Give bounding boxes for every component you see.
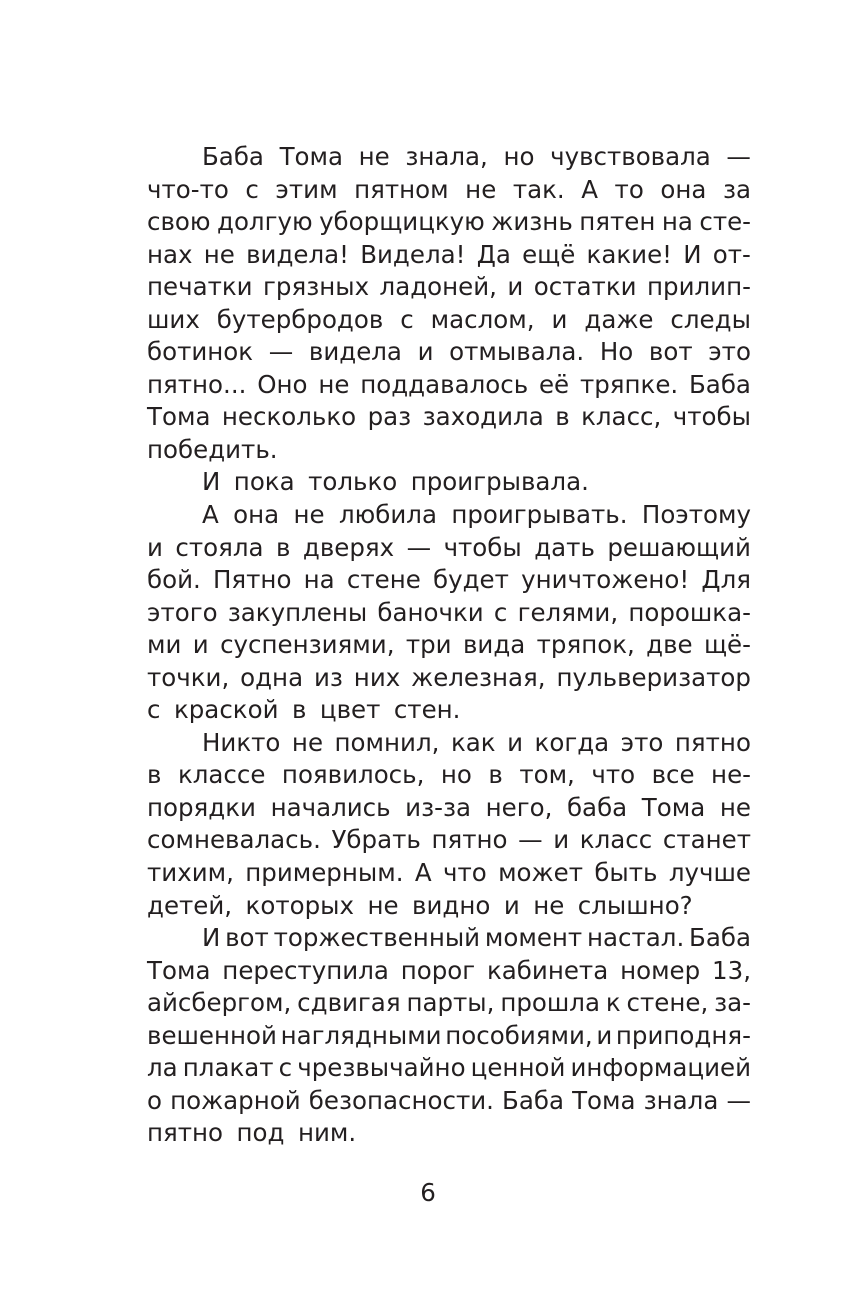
word: грязных	[263, 272, 370, 302]
word: и	[147, 532, 163, 562]
word: кабинета	[486, 955, 609, 985]
word: о	[147, 1085, 162, 1115]
word: Видела!	[360, 239, 466, 269]
text-line	[147, 792, 751, 825]
word: и	[417, 337, 434, 367]
word: не	[358, 142, 390, 171]
word: Тома	[147, 402, 211, 432]
body-text	[147, 141, 751, 1150]
word: победить.	[147, 434, 278, 464]
word: что	[442, 858, 487, 888]
word: вида	[462, 630, 526, 660]
word: чрезвычайно	[297, 1053, 466, 1083]
word: баночки	[377, 597, 484, 627]
word: Баба	[689, 923, 751, 953]
word: видно	[412, 890, 491, 920]
word: и	[507, 272, 524, 302]
word: Баба	[502, 1085, 564, 1115]
word: пятно	[147, 1118, 224, 1148]
word: не	[318, 369, 350, 399]
word: плакат	[182, 1053, 274, 1083]
text-line	[147, 759, 751, 792]
word: не	[291, 727, 324, 757]
word: прошла	[500, 988, 600, 1018]
word: порядки	[147, 792, 256, 822]
word: —	[406, 532, 432, 562]
word: пятно	[674, 727, 751, 757]
word: сте-	[699, 207, 751, 237]
word: на	[661, 207, 693, 237]
word: с	[493, 597, 508, 627]
word: отмывала.	[449, 337, 585, 367]
word: несколько	[221, 402, 357, 432]
text-line	[147, 597, 751, 630]
word: раз	[367, 402, 412, 432]
word: знала,	[405, 142, 488, 171]
word: будет	[432, 565, 509, 595]
word: за	[722, 174, 751, 204]
word: этого	[147, 597, 218, 627]
word: слышно?	[577, 890, 693, 920]
text-line	[147, 694, 751, 727]
text-line	[147, 532, 751, 565]
word: Для	[701, 565, 751, 595]
word: Тома	[572, 1085, 636, 1115]
word: в	[555, 402, 570, 432]
paragraph	[147, 141, 751, 466]
word: и	[507, 727, 524, 757]
word: пожарной	[170, 1085, 301, 1115]
word: приподня-	[615, 1020, 751, 1050]
word: Поэтому	[641, 500, 751, 530]
word: суспензиями,	[220, 630, 395, 660]
word: печатки	[147, 272, 253, 302]
word: прилип-	[647, 272, 751, 302]
word: с	[147, 695, 161, 725]
word: остатки	[533, 272, 637, 302]
word: ценной	[470, 1053, 566, 1083]
word: —	[518, 825, 543, 855]
word: и	[192, 630, 209, 660]
word: номер	[620, 955, 701, 985]
word: с	[245, 174, 259, 204]
word: тихим,	[147, 858, 234, 888]
word: уничтожено!	[521, 565, 690, 595]
word: настал.	[587, 923, 685, 953]
word: и	[503, 890, 520, 920]
text-line	[147, 727, 751, 760]
text-line	[147, 401, 751, 434]
word: не	[719, 792, 751, 822]
word: это	[708, 337, 751, 367]
word: баба	[566, 792, 628, 822]
word: классе	[177, 760, 266, 790]
word: две	[646, 630, 693, 660]
word: стене,	[626, 988, 709, 1018]
word: ших	[147, 304, 200, 334]
word: пособиями,	[445, 1020, 593, 1050]
word: бой.	[147, 565, 201, 595]
word: стене	[346, 565, 421, 595]
word: не	[293, 500, 325, 530]
word: гелями,	[517, 597, 619, 627]
text-line	[147, 1085, 751, 1118]
word: появилось,	[281, 760, 425, 790]
word: когда	[534, 727, 610, 757]
word: станет	[662, 825, 751, 855]
word: в	[147, 760, 162, 790]
word: только	[308, 467, 398, 497]
word: детей,	[147, 890, 233, 920]
word: от-	[712, 239, 751, 269]
word: в	[291, 695, 307, 725]
word: лучше	[668, 858, 751, 888]
word: в	[276, 532, 291, 562]
word: —	[726, 1085, 751, 1115]
word: краской	[173, 695, 279, 725]
word: может	[498, 858, 583, 888]
word: Тома	[147, 955, 211, 985]
word: пятно	[431, 825, 508, 855]
word: этим	[275, 174, 338, 204]
text-line	[147, 271, 751, 304]
text-line	[147, 857, 751, 890]
word: Оно	[257, 369, 308, 399]
word: них	[353, 662, 401, 692]
word: щё-	[703, 630, 751, 660]
word: Убрать	[331, 825, 421, 855]
word: Но	[599, 337, 634, 367]
word: и	[551, 304, 568, 334]
word: айсбергом,	[147, 988, 292, 1018]
word: И	[202, 467, 221, 497]
text-line	[147, 369, 751, 402]
word: под	[236, 1118, 285, 1148]
word: И	[202, 923, 221, 953]
word: не	[533, 890, 565, 920]
word: класс	[579, 825, 653, 855]
word: —	[268, 337, 294, 367]
word: наглядными	[280, 1020, 442, 1050]
word: знала	[643, 1085, 719, 1115]
word: И	[683, 239, 702, 269]
word: ним.	[297, 1118, 357, 1148]
word: какие!	[586, 239, 672, 269]
word: тряпке.	[579, 369, 679, 399]
word: из	[313, 662, 343, 692]
text-line	[147, 239, 751, 272]
word: поддавалось	[360, 369, 529, 399]
word: переступила	[222, 955, 389, 985]
word: все	[651, 760, 695, 790]
text-line	[147, 922, 751, 955]
text-line	[147, 434, 751, 467]
word: ла	[147, 1053, 178, 1083]
word: точки,	[147, 662, 230, 692]
word: А	[414, 858, 432, 888]
word: из-за	[405, 792, 472, 822]
word: 13,	[712, 955, 751, 985]
word: пятном	[354, 174, 449, 204]
word: ботинок	[147, 337, 254, 367]
text-line	[147, 174, 751, 207]
word: нах	[147, 239, 193, 269]
text-line	[147, 955, 751, 988]
paragraph	[147, 922, 751, 1150]
word: Никто	[202, 727, 281, 757]
word: за-	[714, 988, 751, 1018]
word: не	[367, 890, 399, 920]
word: вот	[648, 337, 693, 367]
word: Пятно	[213, 565, 292, 595]
word: решающий	[607, 532, 751, 562]
word: что-то	[147, 174, 229, 204]
word: стояла	[175, 532, 264, 562]
word: видела	[308, 337, 402, 367]
paragraph	[147, 499, 751, 727]
word: Тома	[279, 142, 344, 171]
word: Баба	[202, 142, 264, 171]
text-line	[147, 466, 751, 499]
word: пятен	[579, 207, 656, 237]
word: железная,	[411, 662, 546, 692]
word: закуплены	[227, 597, 368, 627]
word: чтобы	[672, 402, 751, 432]
word: в	[488, 760, 503, 790]
text-line	[147, 824, 751, 857]
word: А	[581, 174, 598, 204]
word: но	[440, 760, 472, 790]
word: маслом,	[430, 304, 535, 334]
word: Тома	[641, 792, 706, 822]
word: ещё	[522, 239, 576, 269]
word: быть	[594, 858, 658, 888]
page-number: 6	[420, 1178, 436, 1207]
word: —	[726, 142, 751, 171]
word: это	[620, 727, 664, 757]
word: чувствовала	[550, 142, 711, 171]
text-line	[147, 987, 751, 1020]
word: то	[614, 174, 644, 204]
paragraph	[147, 466, 751, 499]
word: него,	[485, 792, 553, 822]
text-line	[147, 629, 751, 662]
word: не	[465, 174, 497, 204]
word: А	[202, 500, 219, 530]
text-line	[147, 336, 751, 369]
word: пятно...	[147, 369, 247, 399]
word: три	[405, 630, 452, 660]
text-line	[147, 890, 751, 923]
word: примерным.	[245, 858, 404, 888]
text-line	[147, 304, 751, 337]
word: пока	[233, 467, 295, 497]
word: на	[303, 565, 335, 595]
word: класс,	[581, 402, 662, 432]
word: пульверизатор	[556, 662, 751, 692]
text-line	[147, 1117, 751, 1150]
word: и	[553, 825, 570, 855]
word: помнил,	[334, 727, 440, 757]
word: с	[278, 1053, 293, 1083]
word: порошка-	[628, 597, 751, 627]
word: вешенной	[147, 1020, 277, 1050]
word: как	[450, 727, 496, 757]
word: ми	[147, 630, 182, 660]
word: цвет	[319, 695, 381, 725]
word: Да	[476, 239, 511, 269]
word: чтобы	[443, 532, 522, 562]
word: дверях	[302, 532, 395, 562]
text-line	[147, 1052, 751, 1085]
word: порог	[400, 955, 476, 985]
word: долгую	[217, 207, 313, 237]
word: парты,	[406, 988, 495, 1018]
word: проигрывала.	[410, 467, 589, 497]
word: том,	[519, 760, 575, 790]
text-line	[147, 564, 751, 597]
text-line	[147, 141, 751, 174]
word: не	[203, 239, 235, 269]
word: Баба	[689, 369, 751, 399]
word: она	[233, 500, 280, 530]
word: не-	[711, 760, 751, 790]
word: ладоней,	[379, 272, 497, 302]
word: уборщицкую	[319, 207, 485, 237]
word: и	[596, 1020, 613, 1050]
word: свою	[147, 207, 211, 237]
word: вот	[225, 923, 269, 953]
word: её	[538, 369, 570, 399]
word: к	[605, 988, 621, 1018]
paragraph	[147, 727, 751, 922]
word: что	[591, 760, 636, 790]
word: торжественный	[273, 923, 481, 953]
word: она	[660, 174, 707, 204]
word: тряпок,	[536, 630, 635, 660]
text-line	[147, 1020, 751, 1053]
word: жизнь	[491, 207, 573, 237]
word: дать	[534, 532, 595, 562]
word: следы	[670, 304, 751, 334]
word: с	[400, 304, 414, 334]
word: безопасности.	[308, 1085, 494, 1115]
word: проигрывать.	[451, 500, 628, 530]
text-line	[147, 662, 751, 695]
word: начались	[270, 792, 391, 822]
word: информацией	[570, 1053, 751, 1083]
text-line	[147, 499, 751, 532]
word: сдвигая	[297, 988, 401, 1018]
word: так.	[512, 174, 565, 204]
word: любила	[338, 500, 437, 530]
word: стен.	[393, 695, 461, 725]
word: момент	[484, 923, 583, 953]
word: которых	[245, 890, 354, 920]
text-line	[147, 206, 751, 239]
word: одна	[240, 662, 304, 692]
word: но	[503, 142, 535, 171]
word: бутербродов	[216, 304, 384, 334]
word: сомневалась.	[147, 825, 321, 855]
word: даже	[584, 304, 654, 334]
word: заходила	[422, 402, 544, 432]
word: видела!	[246, 239, 349, 269]
